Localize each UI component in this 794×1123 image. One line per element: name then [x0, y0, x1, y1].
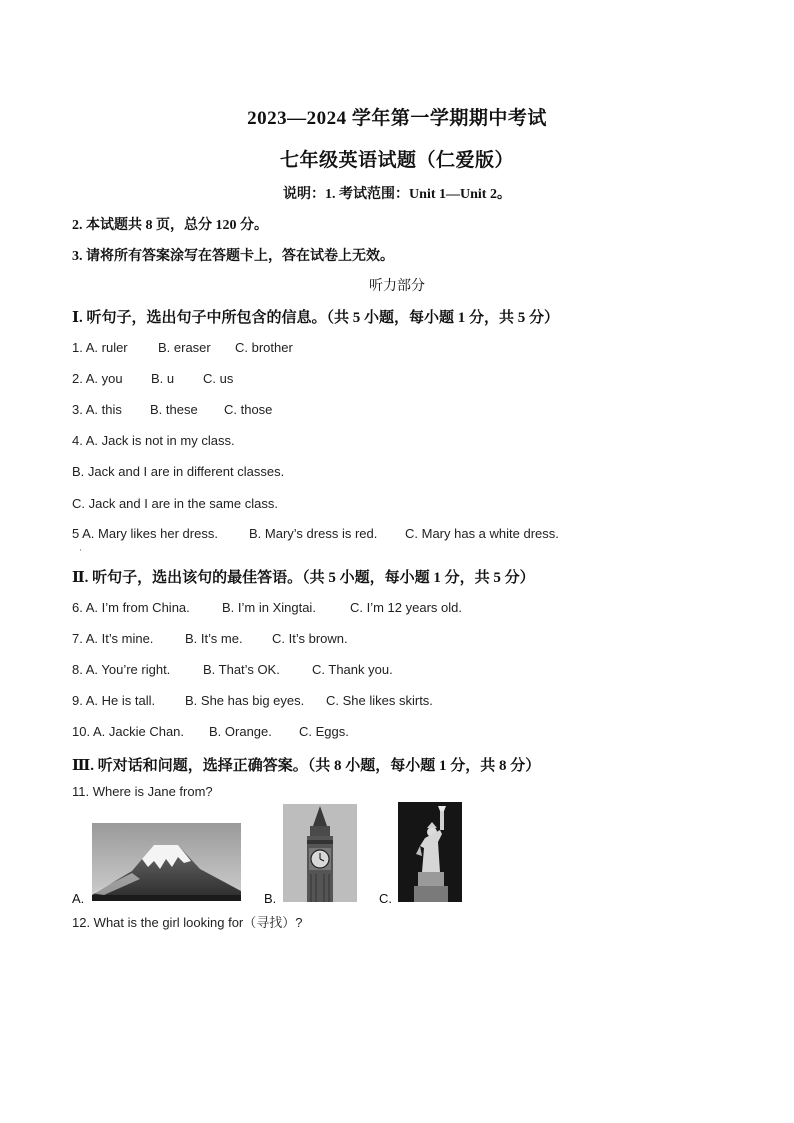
option: C. brother — [235, 340, 293, 355]
option: 10. A. Jackie Chan. — [72, 724, 185, 739]
option: C. Thank you. — [312, 662, 393, 677]
question-10 — [72, 724, 349, 739]
exam-title: 2023—2024 学年第一学期期中考试 — [247, 108, 547, 129]
option: 9. A. He is tall. — [72, 693, 156, 708]
option: B. these — [150, 402, 198, 417]
section-3-heading: Ⅲ. 听对话和问题，选择正确答案。（共 8 小题，每小题 1 分，共 8 分） — [72, 758, 541, 774]
exam-subtitle: 七年级英语试题（仁爱版） — [279, 150, 514, 171]
question-12: 12. What is the girl looking for（寻找）? — [72, 915, 303, 930]
instruction-3: 3. 请将所有答案涂写在答题卡上，答在试卷上无效。 — [72, 249, 394, 264]
question-6 — [72, 600, 462, 615]
big-ben-photo-icon — [283, 804, 357, 902]
question-8 — [72, 662, 393, 677]
option: 3. A. this — [72, 402, 122, 417]
option: B. I’m in Xingtai. — [222, 600, 316, 615]
option: 2. A. you — [72, 371, 123, 386]
question-9 — [72, 693, 433, 708]
option: C. Mary has a white dress. — [405, 526, 559, 541]
option: C. Eggs. — [299, 724, 349, 739]
option: B. Mary’s dress is red. — [249, 526, 378, 541]
option: 8. A. You’re right. — [72, 662, 171, 677]
option: B. u — [151, 371, 175, 386]
image-label-c: C. — [379, 891, 392, 906]
option: C. It’s brown. — [272, 631, 348, 646]
option: 1. A. ruler — [72, 340, 128, 355]
question-7 — [72, 631, 348, 646]
statue-of-liberty-photo-icon — [398, 802, 462, 902]
question-4-option-c: C. Jack and I are in the same class. — [72, 496, 278, 511]
option: C. us — [203, 371, 234, 386]
decorative-dot: · — [79, 545, 82, 555]
option: B. Orange. — [209, 724, 272, 739]
option: C. those — [224, 402, 273, 417]
option: C. She likes skirts. — [326, 693, 433, 708]
question-2 — [72, 371, 233, 386]
question-11: 11. Where is Jane from? — [72, 784, 213, 799]
option: B. That’s OK. — [203, 662, 280, 677]
question-4-option-a: 4. A. Jack is not in my class. — [72, 433, 235, 448]
instruction-1: 说明：1. 考试范围：Unit 1—Unit 2。 — [283, 187, 511, 202]
image-label-b: B. — [264, 891, 277, 906]
question-4-option-b: B. Jack and I are in different classes. — [72, 464, 285, 479]
option: B. It’s me. — [185, 631, 243, 646]
option: 7. A. It’s mine. — [72, 631, 154, 646]
section-2-heading: Ⅱ. 听句子，选出该句的最佳答语。（共 5 小题，每小题 1 分，共 5 分） — [72, 570, 535, 586]
option: B. She has big eyes. — [185, 693, 305, 708]
option: C. I’m 12 years old. — [350, 600, 462, 615]
question-5 — [72, 526, 559, 541]
option: B. eraser — [158, 340, 211, 355]
instruction-2: 2. 本试题共 8 页，总分 120 分。 — [72, 218, 268, 233]
section-1-heading: Ⅰ. 听句子，选出句子中所包含的信息。（共 5 小题，每小题 1 分，共 5 分） — [72, 310, 560, 326]
option: 6. A. I’m from China. — [72, 600, 190, 615]
question-1 — [72, 340, 293, 355]
mount-fuji-photo-icon — [92, 823, 241, 901]
image-label-a: A. — [72, 891, 85, 906]
option: 5 A. Mary likes her dress. — [72, 526, 218, 541]
question-3 — [72, 402, 272, 417]
part-title: 听力部分 — [369, 279, 425, 294]
